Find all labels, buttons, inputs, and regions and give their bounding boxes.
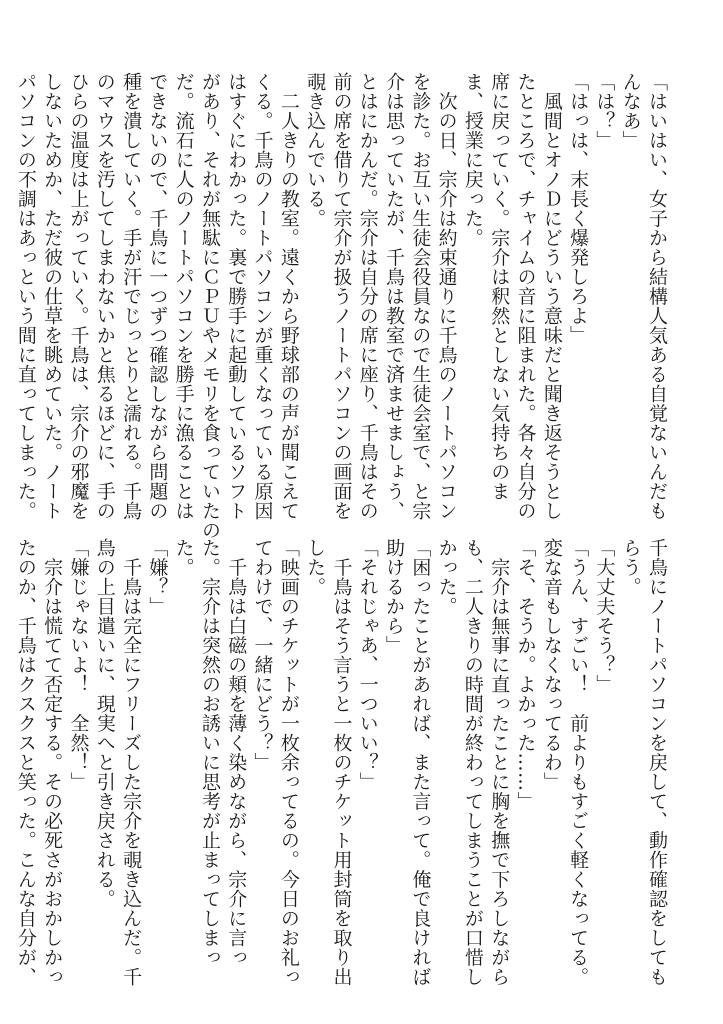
text-line: たのか、千鳥はクスクスと笑った。こんな自分が、 [14,538,37,987]
text-line: 助けるから」 [383,538,406,655]
text-line: 「映画のチケットが一枚余ってるの。今日のお礼っ [277,538,300,987]
text-line: 次の日、宗介は約束通りに千鳥のノートパソコン [435,72,458,521]
text-line: 千鳥にノートパソコンを戻して、動作確認をしても [646,538,668,987]
text-line: を診た。お互い生徒会役員なので生徒会室で、と宗 [409,72,432,521]
text-line: てわけで、一緒にどう？」 [251,538,274,772]
text-line: 変な音もしなくなってるわ」 [540,538,563,792]
text-line: 千鳥は完全にフリーズした宗介を覗き込んだ。千 [120,538,143,987]
text-line: 「それじゃあ、一ついい？」 [356,538,379,792]
text-line: だ。流石に人のノートパソコンを勝手に漁ることは [172,72,195,521]
text-line: 種を潰していく。手が汗でじっとりと濡れる。千鳥 [120,72,143,521]
text-line: 「大丈夫そう？」 [593,538,616,694]
text-line: んなあ」 [619,72,642,150]
text-line: とはにかんだ。宗介は自分の席に座り、千鳥はその [356,72,379,521]
text-line: 鳥の上目遣いに、現実へと引き戻される。 [93,538,116,909]
text-line: パソコンの不調はあっという間に直ってしまった。 [14,72,37,521]
text-line: 介は思っていたが、千鳥は教室で済ませましょう、 [383,72,406,521]
text-line: くる。千鳥のノートパソコンが重くなっている原因 [251,72,274,521]
text-line: した。 [304,538,327,597]
text-line: らう。 [619,538,642,597]
text-line: 「嫌？」 [146,538,169,616]
text-line: 前の席を借りて宗介が扱うノートパソコンの画面を [330,72,353,521]
text-line: 風間とオノＤにどういう意味だと聞き返そうとし [540,72,563,521]
text-line: 千鳥は白磁の頬を薄く染めながら、宗介に言っ [225,538,248,967]
text-line: 覗き込んでいる。 [304,72,327,228]
text-line: 「うん、すごい！ 前よりもすごく軽くなってる。 [567,538,590,987]
text-line: 「そ、そうか。よかった……」 [514,538,537,811]
text-line: 席に戻っていく。宗介は釈然としない気持ちのま [488,72,511,501]
text-line: ひらの温度は上がっていく。千鳥は、宗介の邪魔を [67,72,90,521]
text-line: たところで、チャイムの音に阻まれた。各々自分の [514,72,537,521]
text-line: 「はいはい、女子から結構人気ある自覚ないんだも [646,72,668,521]
text-line: はすぐにわかった。裏で勝手に起動しているソフト [225,72,248,521]
text-line: があり、それが無駄にＣＰＵやメモリを食っていたの [198,72,221,540]
text-line: 宗介は慌てて否定する。その必死さがおかしかっ [41,538,64,987]
lower-text-block [14,538,670,987]
text-line: 「はっは、末長く爆発しろよ」 [567,72,590,345]
text-line: 二人きりの教室。遠くから野球部の声が聞こえて [277,72,300,521]
upper-text-block [14,72,670,540]
text-line: た。 [172,538,195,577]
text-line: かった。 [435,538,458,616]
text-line: のマウスを汚してしまわないかと焦るほどに、手の [93,72,116,521]
text-line: 「困ったことがあれば、また言って。俺で良ければ [409,538,432,987]
text-line: も、二人きりの時間が終わってしまうことが口惜し [461,538,484,987]
text-line: 「は？」 [593,72,616,150]
text-line: た。宗介は突然のお誘いに思考が止まってしまっ [198,538,221,967]
text-line: できないので、千鳥に一つずつ確認しながら問題の [146,72,169,521]
text-line: 「嫌じゃないよ！ 全然！」 [67,538,90,792]
text-line: しないためか、ただ彼の仕草を眺めていた。ノート [41,72,64,521]
text-line: ま、授業に戻った。 [461,72,484,248]
text-line: 千鳥はそう言うと一枚のチケット用封筒を取り出 [330,538,353,987]
text-line: 宗介は無事に直ったことに胸を撫で下ろしながら [488,538,511,987]
